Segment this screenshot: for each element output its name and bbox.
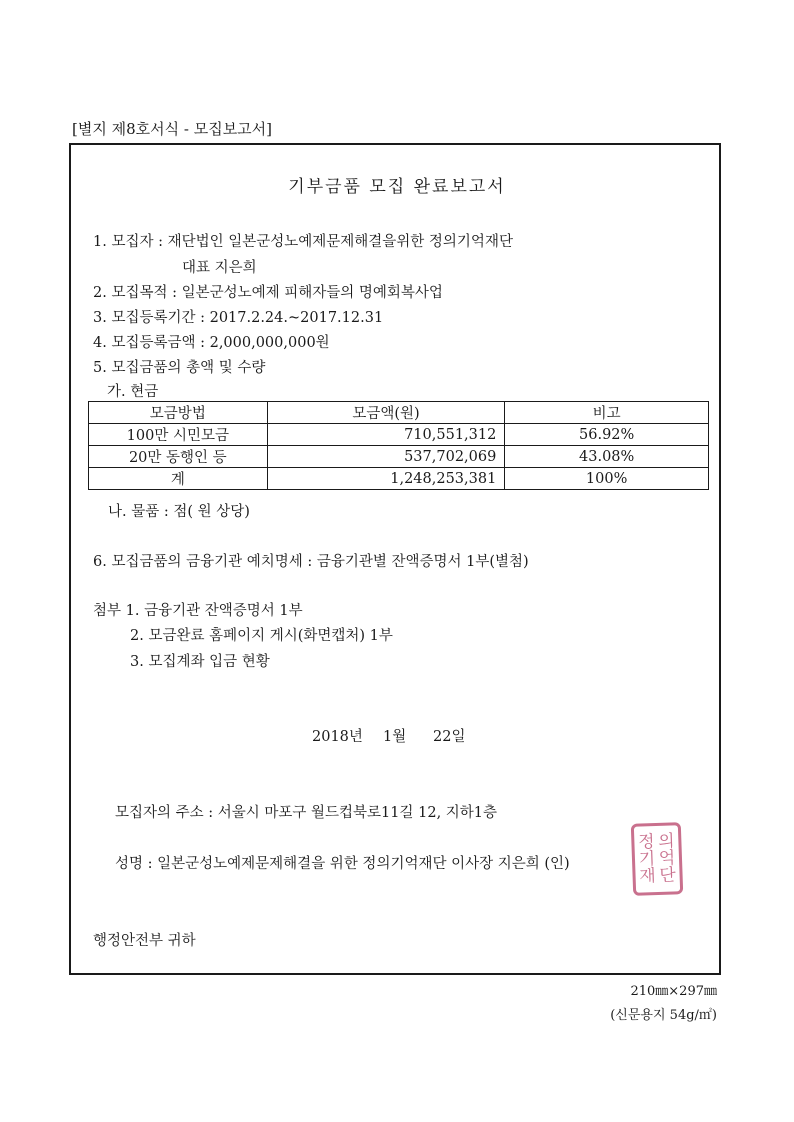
attachment-1: 첨부 1. 금융기관 잔액증명서 1부 [93,603,303,619]
table-row [89,446,709,468]
header-amount: 모금액(원) [267,402,505,424]
row-note: 56.92% [505,424,709,446]
date-day: 22일 [433,729,466,745]
organization-seal-stamp: 정 의 기 억 재 단 [631,822,683,896]
row-method: 20만 동행인 등 [89,446,268,468]
header-method: 모금방법 [89,402,268,424]
totals-heading: 5. 모집금품의 총액 및 수량 [93,360,266,376]
cash-heading: 가. 현금 [107,384,159,400]
paper-size: 210㎜×297㎜ [630,984,717,999]
row-amount: 537,702,069 [267,446,505,468]
paper-type: (신문용지 54g/㎡) [610,1008,717,1023]
date-month: 1월 [383,729,407,745]
recipient-line: 행정안전부 귀하 [93,933,196,949]
collector-line: 1. 모집자 : 재단법인 일본군성노예제문제해결을위한 정의기억재단 [93,234,513,250]
period-line: 3. 모집등록기간 : 2017.2.24.~2017.12.31 [93,310,384,326]
address-line: 모집자의 주소 : 서울시 마포구 월드컵북로11길 12, 지하1층 [115,805,498,821]
name-line: 성명 : 일본군성노예제문제해결을 위한 정의기억재단 이사장 지은희 (인) [115,856,570,872]
table-total-row [89,468,709,490]
table-row [89,424,709,446]
deposit-line: 6. 모집금품의 금융기관 예치명세 : 금융기관별 잔액증명서 1부(별첨) [93,554,529,570]
attachment-2: 2. 모금완료 홈페이지 게시(화면캡처) 1부 [130,628,393,644]
row-method: 100만 시민모금 [89,424,268,446]
purpose-line: 2. 모집목적 : 일본군성노예제 피해자들의 명예회복사업 [93,285,443,301]
registered-amount-line: 4. 모집등록금액 : 2,000,000,000원 [93,335,330,351]
form-label: [별지 제8호서식 - 모집보고서] [72,120,273,138]
total-label: 계 [89,468,268,490]
date-year: 2018년 [312,729,363,745]
total-note: 100% [505,468,709,490]
row-note: 43.08% [505,446,709,468]
representative-line: 대표 지은희 [182,260,257,276]
header-note: 비고 [505,402,709,424]
document-title: 기부금품 모집 완료보고서 [288,177,506,197]
goods-line: 나. 물품 : 점( 원 상당) [108,504,250,520]
row-amount: 710,551,312 [267,424,505,446]
attachment-3: 3. 모집계좌 입금 현황 [130,654,270,670]
table-header-row [89,402,709,424]
cash-table [88,401,709,490]
total-amount: 1,248,253,381 [267,468,505,490]
